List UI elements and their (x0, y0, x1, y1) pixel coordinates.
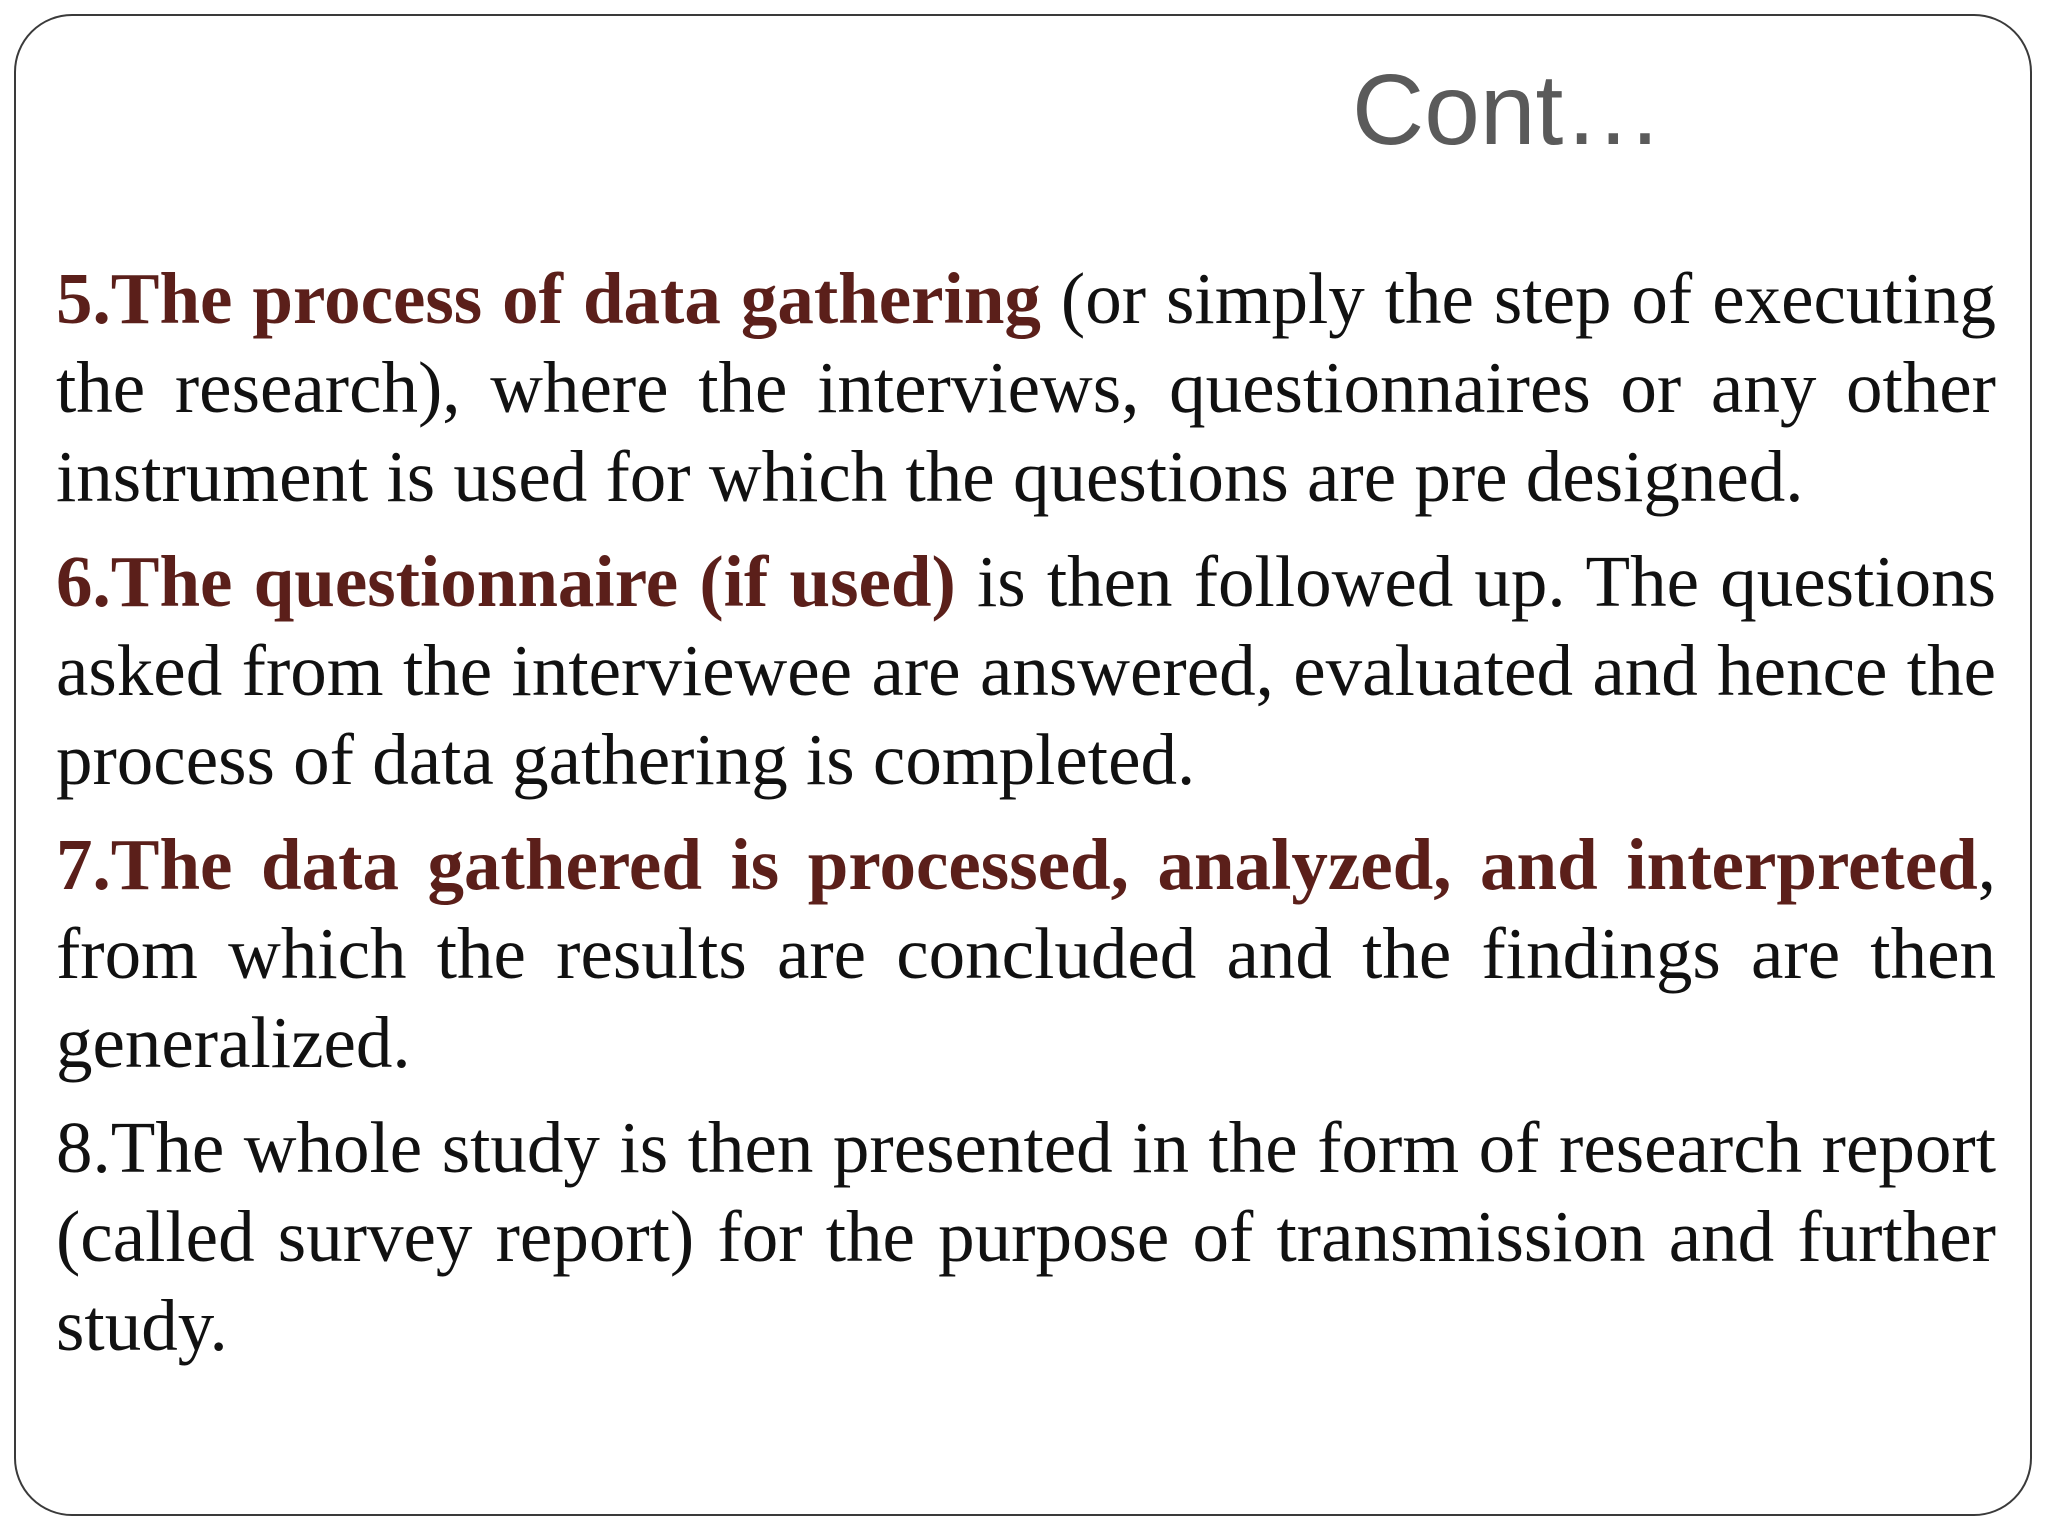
slide-body (56, 254, 1996, 1386)
point-5-highlight: 5.The process of data gathering (56, 258, 1041, 339)
point-6-text: is then followed up. The questions asked from the interviewee are answered, evaluated and hence the process of data gathering is completed. (56, 541, 1996, 800)
point-5-text: (or simply the step of executing the research), where the interviews, questionnaires or any other instrument is used for which the questions are pre designed. (56, 258, 1996, 517)
point-8-text: 8.The whole study is then presented in the form of research report (called survey report) for the purpose of transmission and further study. (56, 1107, 1996, 1366)
slide-title: Cont… (1352, 54, 1664, 166)
point-8 (56, 1103, 1996, 1370)
point-5 (56, 254, 1996, 521)
point-6-highlight: 6.The questionnaire (if used) (56, 541, 956, 622)
point-7 (56, 820, 1996, 1087)
point-7-text: , from which the results are concluded and the findings are then generalized. (56, 824, 1996, 1083)
point-6 (56, 537, 1996, 804)
point-7-highlight: 7.The data gathered is processed, analyzed, and interpreted (56, 824, 1978, 905)
